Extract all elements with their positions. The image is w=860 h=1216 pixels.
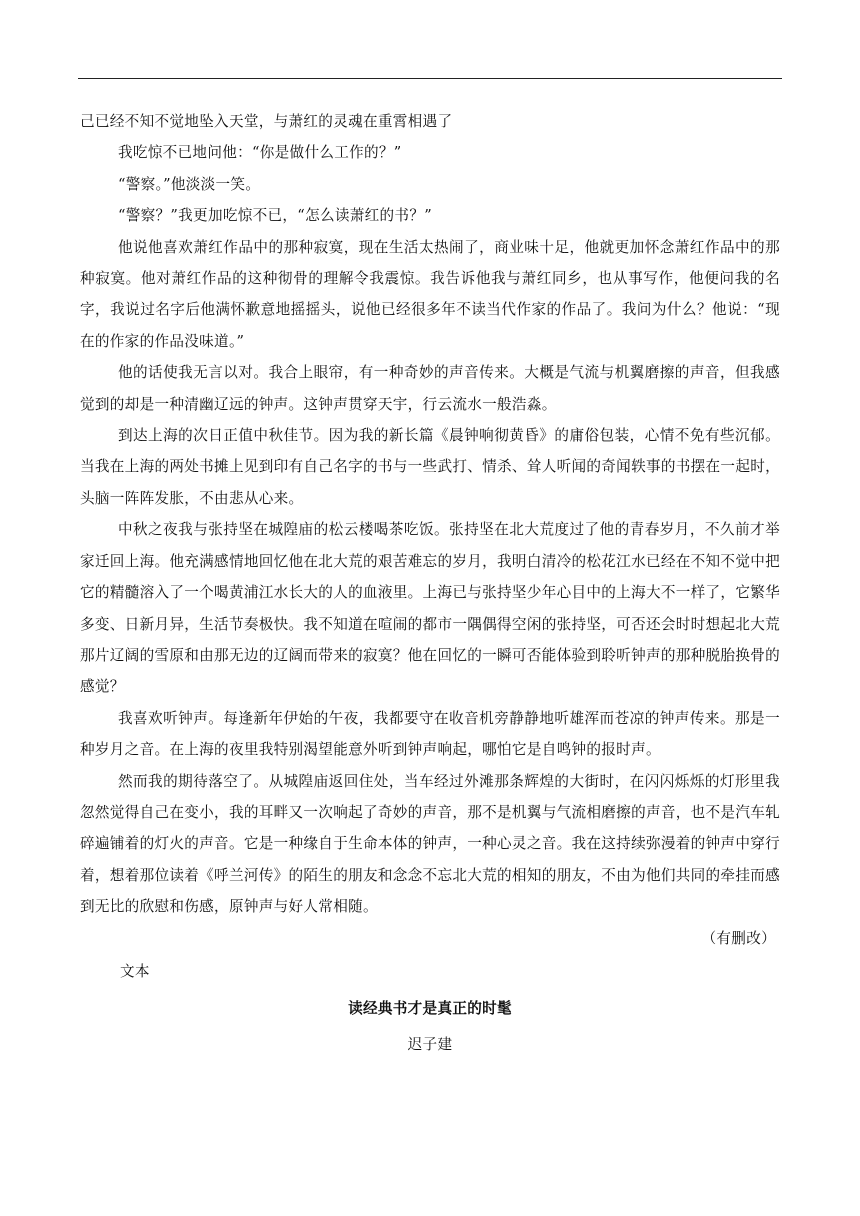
paragraph: 我喜欢听钟声。每逢新年伊始的午夜，我都要守在收音机旁静静地听雄浑而苍凉的钟声传来。那是一种岁月之音。在上海的夜里我特别渴望能意外听到钟声响起，哪怕它是自鸣钟的报时声。	[80, 709, 780, 759]
header-rule	[78, 78, 782, 79]
article-title: 读经典书才是真正的时髦	[348, 1000, 512, 1018]
article-body	[80, 106, 780, 1060]
paragraph: 他说他喜欢萧红作品中的那种寂寞，现在生活太热闹了，商业味十足，他就更加怀念萧红作品中的那种寂寞。他对萧红作品的这种彻骨的理解令我震惊。我告诉他我与萧红同乡，也从事写作，他便问我的名字，我说过名字后他满怀歉意地摇摇头，说他已经很多年不读当代作家的作品了。我问为什么？他说：“现在的作家的作品没味道。”	[80, 238, 780, 350]
paragraph: “警察。”他淡淡一笑。	[117, 175, 261, 193]
text-label: 文本	[120, 962, 150, 980]
paragraph: 他的话使我无言以对。我合上眼帘，有一种奇妙的声音传来。大概是气流与机翼磨擦的声音，但我感觉到的却是一种清幽辽远的钟声。这钟声贯穿天宇，行云流水一般浩淼。	[80, 364, 780, 413]
paragraph: “警察？”我更加吃惊不已，“怎么读萧红的书？”	[117, 207, 432, 225]
paragraph: 然而我的期待落空了。从城隍庙返回住处，当车经过外滩那条辉煌的大街时，在闪闪烁烁的灯形里我忽然觉得自己在变小，我的耳畔又一次响起了奇妙的声音，那不是机翼与气流相磨擦的声音，也不是汽车轧碎遍铺着的灯火的声音。它是一种缘自于生命本体的钟声，一种心灵之音。我在这持续弥漫着的钟声中穿行着，想着那位读着《呼兰河传》的陌生的朋友和念念不忘北大荒的相知的朋友，不由为他们共同的牵挂而感到无比的欣慰和伤感，原钟声与好人常相随。	[80, 772, 781, 916]
paragraph: 到达上海的次日正值中秋佳节。因为我的新长篇《晨钟响彻黄昏》的庸俗包装，心情不免有些沉郁。当我在上海的两处书摊上见到印有自己名字的书与一些武打、情杀、耸人听闻的奇闻轶事的书摆在一起时，头脑一阵阵发胀，不由悲从心来。	[80, 427, 781, 507]
article-author: 迟子建	[407, 1035, 453, 1053]
paragraph: 中秋之夜我与张持坚在城隍庙的松云楼喝茶吃饭。张持坚在北大荒度过了他的青春岁月，不久前才举家迁回上海。他充满感情地回忆他在北大荒的艰苦难忘的岁月，我明白清冷的松花江水已经在不知不觉中把它的精髓溶入了一个喝黄浦江水长大的人的血液里。上海已与张持坚少年心目中的上海大不一样了，它繁华多变、日新月异，生活节奏极快。我不知道在喧闹的都市一隅偶得空闲的张持坚，可否还会时时想起北大荒那片辽阔的雪原和由那无边的辽阔而带来的寂寞？他在回忆的一瞬可否能体验到聆听钟声的那种脱胎换骨的感觉？	[80, 521, 781, 696]
paragraph: 我吃惊不已地问他：“你是做什么工作的？”	[117, 144, 402, 162]
paragraph-continuation: 己已经不知不觉地坠入天堂，与萧红的灵魂在重霄相遇了	[80, 113, 453, 130]
source-note: （有删改）	[701, 929, 776, 947]
